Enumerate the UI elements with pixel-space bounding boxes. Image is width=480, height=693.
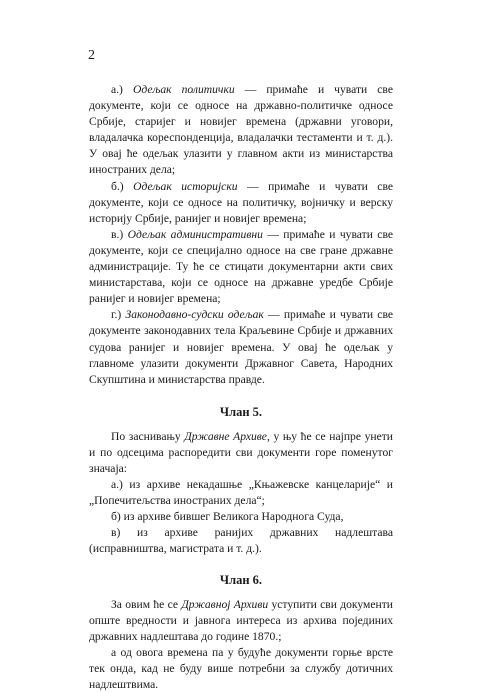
article-5-item-b: б) из архиве бившег Великога Народнога Суда, — [111, 510, 344, 524]
article-6-p1-italic: Државној Архиви — [181, 597, 269, 611]
section-g-title: Законодавно-судски одељак — [125, 308, 264, 322]
article-6-p1-after: уступити сви документи опште вредности и јавнога интереса из архива појединих државних надлештава до године 1870.; — [89, 597, 394, 643]
article-5-item-a: а.) из архиве некадашње „Књажевске канцеларије“ и „Попечитељства иностраних дела“; — [89, 478, 393, 508]
section-a-title: Одељак политички — [132, 83, 235, 96]
page-number: 2 — [88, 48, 95, 63]
section-b-title: Одељак историјски — [133, 179, 238, 193]
document-body — [89, 82, 393, 693]
article-5-intro-after: , у њу ће се најпре унети и по одсецима распоредити сви документи горе поменутог значаја: — [89, 429, 393, 475]
section-v-title: Одељак административни — [127, 227, 263, 241]
article-6-paragraph-1 — [89, 597, 393, 645]
article-6-heading: Члан 6. — [219, 572, 263, 587]
article-6-paragraph-2: а од овога времена па у будуће документи горње врсте тек онда, кад не буду више потребни за службу дотичних надлештвима. — [89, 645, 393, 691]
section-v-body: — примаће и чувати све документе, који се специјално односе на све гране државне администрације. Ту ће се стицати документарни акти свих министарстава, који се односе на државне уредбе Србије ранијег и новијег времена; — [89, 227, 393, 306]
section-b-prefix: б.) — [111, 179, 124, 193]
section-g-paragraph — [89, 307, 393, 387]
section-g-prefix: г.) — [111, 308, 122, 322]
section-v-prefix: в.) — [111, 227, 124, 241]
article-5-intro-italic: Државне Архиве — [184, 429, 267, 443]
article-5-intro — [89, 429, 393, 477]
section-g-body: — примаће и чувати све документе законодавних тела Краљевине Србије и државних судова ранијег и новијег времена. У овај ће одељак у главноме улазити документи Државног Савета, Народних Скупштина и министарства правде. — [89, 308, 394, 386]
article-5-item-v: в) из архиве ранијих државних надлештава (исправништва, магистрата и т. д.). — [89, 526, 393, 556]
section-b-body: — примаће и чувати све документе, који се односе на политичку, војничку и верску историју Србије, ранијег и новијег времена; — [89, 179, 394, 225]
section-a-body: — примаће и чувати све документе, који се односе на државно-политичке односе Србије, старијег и новијег времена (државни уговори, владалачка кореспонденција, владалачки тестаменти и т. д.). У овај ће одељак улазити у главном акти из министарства иностраних дела; — [89, 83, 393, 177]
section-a-prefix: а.) — [111, 83, 123, 96]
article-6-p1-before: За овим ће се — [111, 597, 182, 611]
section-v-paragraph — [89, 227, 393, 307]
article-5-heading: Члан 5. — [219, 404, 263, 419]
section-b-paragraph — [89, 179, 393, 227]
article-5-intro-before: По заснивању — [111, 429, 185, 443]
section-a-paragraph — [89, 82, 393, 179]
